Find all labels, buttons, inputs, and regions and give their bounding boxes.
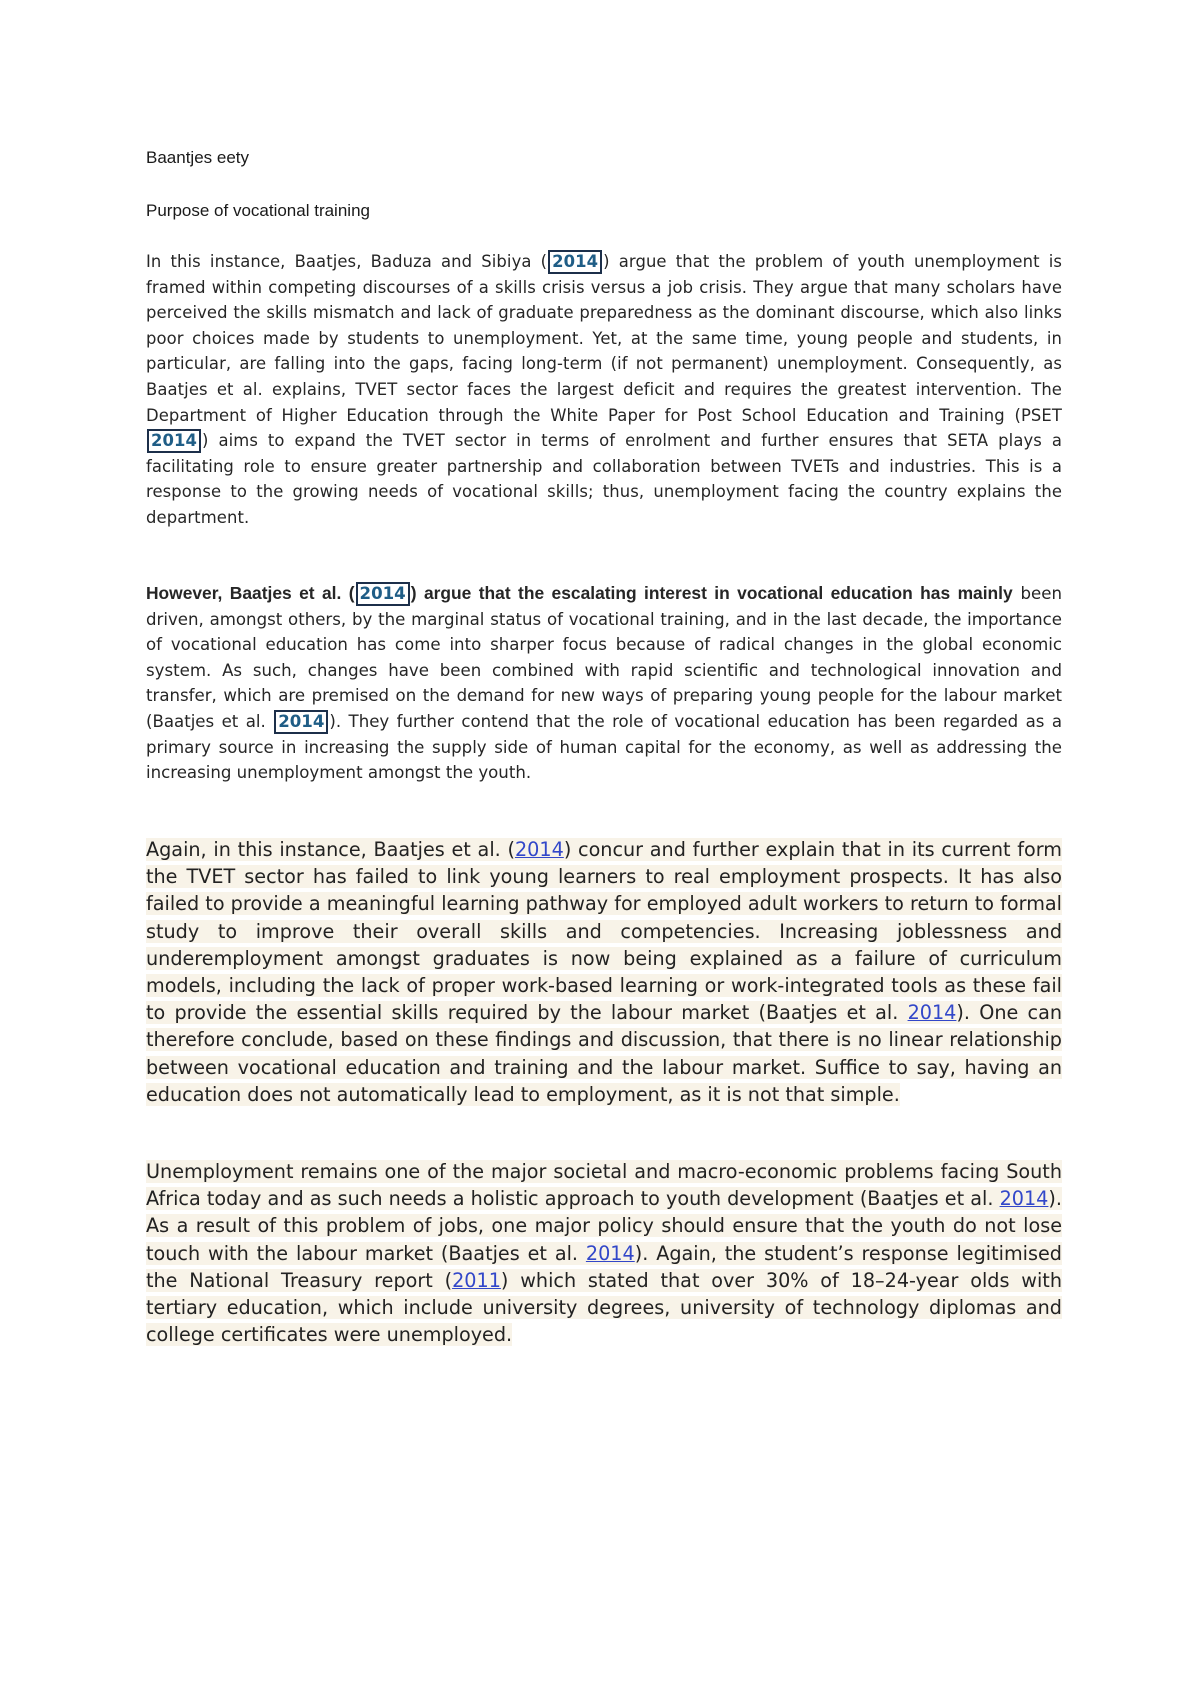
citation-link[interactable]: 2014 xyxy=(514,838,564,861)
citation-link[interactable]: 2014 xyxy=(356,582,410,606)
paragraph-3: Again, in this instance, Baatjes et al. (2014) concur and further explain that in its current form the TVET sector has failed to link young learners to real employment prospects. It has also failed to provide a meaningful learning pathway for employed adult workers to return to formal study to improve their overall skills and competencies. Increasing joblessness and underemployment amongst graduates is now being explained as a failure of curriculum models, including the lack of proper work-based learning or work-integrated tools as these fail to provide the essential skills required by the labour market (Baatjes et al. 2014). One can therefore conclude, based on these findings and discussion, that there is no linear relationship between vocational education and training and the labour market. Suffice to say, having an education does not automatically lead to employment, as it is not that simple. xyxy=(146,838,1062,1106)
paragraph-1: In this instance, Baatjes, Baduza and Sibiya ( 2014 ) argue that the problem of youth unemployment is framed within competing discourses of a skills crisis versus a job crisis. They argue that many scholars have perceived the skills mismatch and lack of graduate preparedness as the dominant discourse, which also links poor choices made by students to unemployment. Yet, at the same time, young people and students, in particular, are falling into the gaps, facing long-term (if not permanent) unemployment. Consequently, as Baatjes et al. explains, TVET sector faces the largest deficit and requires the greatest intervention. The Department of Higher Education through the White Paper for Post School Education and Training (PSET 2014 ) aims to expand the TVET sector in terms of enrolment and further ensures that SETA plays a facilitating role to ensure greater partnership and collaboration between TVETs and industries. This is a response to the growing needs of vocational skills; thus, unemployment facing the country explains the department. xyxy=(146,252,1062,527)
citation-link[interactable]: 2014 xyxy=(907,1001,957,1025)
citation-link[interactable]: 2014 xyxy=(999,1187,1049,1211)
citation-link[interactable]: 2014 xyxy=(548,250,602,274)
citation-link[interactable]: 2014 xyxy=(585,1241,635,1265)
citation-link[interactable]: 2014 xyxy=(274,710,328,734)
citation-link[interactable]: 2014 xyxy=(147,429,201,453)
paragraph-2: However, Baatjes et al. ( 2014 ) argue that the escalating interest in vocational education has mainly been driven, amongst others, by the marginal status of vocational training, and in the last decade, the importance of vocational education has come into sharper focus because of radical changes in the global economic system. As such, changes have been combined with rapid scientific and technological innovation and transfer, which are premised on the demand for new ways of preparing young people for the labour market (Baatjes et al. 2014 ). They further contend that the role of vocational education has been regarded as a primary source in increasing the supply side of human capital for the economy, as well as addressing the increasing unemployment amongst the youth. xyxy=(146,583,1062,783)
section-heading: Purpose of vocational training xyxy=(146,201,370,220)
citation-link[interactable]: 2011 xyxy=(452,1268,501,1292)
document-title: Baantjes eety xyxy=(146,148,250,167)
paragraph-4: Unemployment remains one of the major societal and macro-economic problems facing South Africa today and as such needs a holistic approach to youth development (Baatjes et al. 2014). As a result of this problem of jobs, one major policy should ensure that the youth do not lose touch with the labour market (Baatjes et al. 2014). Again, the student’s response legitimised the National Treasury report (2011) which stated that over 30% of 18–24-year olds with tertiary education, which include university degrees, university of technology diplomas and college certificates were unemployed. xyxy=(146,1160,1062,1347)
